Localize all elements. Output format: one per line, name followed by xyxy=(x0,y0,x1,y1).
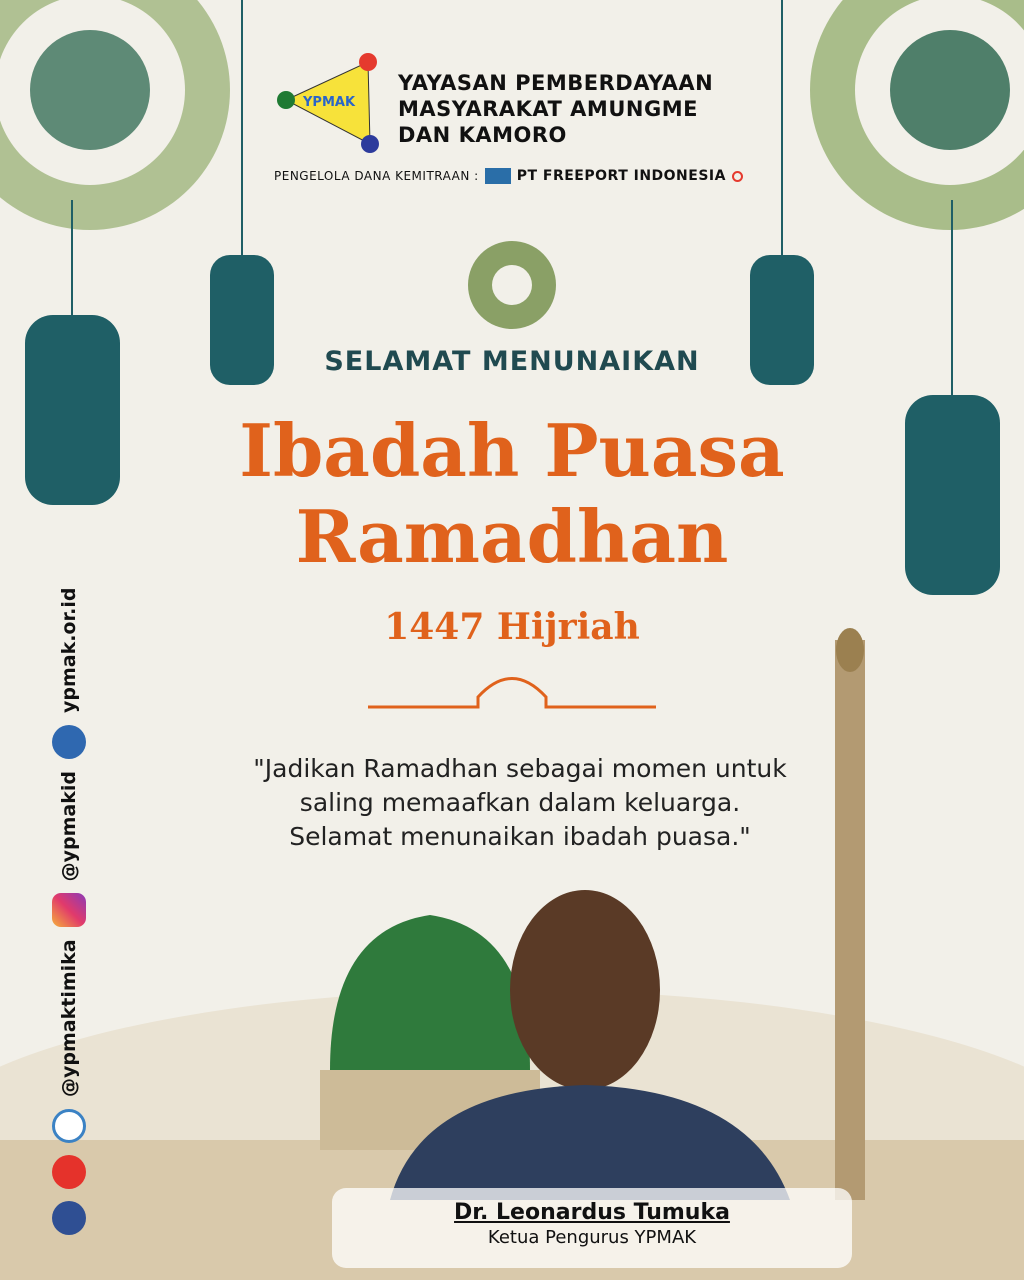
name-card xyxy=(332,1188,852,1268)
globe-www-icon[interactable] xyxy=(52,725,86,759)
partner-name: PT FREEPORT INDONESIA xyxy=(516,168,726,184)
mosque-divider xyxy=(368,679,656,708)
person-name: Dr. Leonardus Tumuka xyxy=(454,1200,730,1225)
hijri-year: 1447 Hijriah xyxy=(384,606,640,648)
quote-line: "Jadikan Ramadhan sebagai momen untuk xyxy=(253,754,787,783)
org-name-line: MASYARAKAT AMUNGME xyxy=(398,97,698,121)
logo-text: YPMAK xyxy=(303,95,356,110)
social-handle-ypmakid[interactable]: @ypmakid xyxy=(58,771,80,882)
quote xyxy=(180,752,860,854)
quote-line: saling memaafkan dalam keluarga. xyxy=(299,788,741,817)
flower-ornament-top-left xyxy=(0,0,230,230)
partner-line xyxy=(274,168,743,184)
center-flower-ornament xyxy=(468,241,556,329)
ypmak-logo xyxy=(268,52,383,157)
organization-name xyxy=(398,70,713,148)
title-line-2: Ramadhan xyxy=(295,494,729,579)
partner-label: PENGELOLA DANA KEMITRAAN : xyxy=(274,169,479,183)
social-handle-ypmaktimika[interactable]: @ypmaktimika xyxy=(58,939,80,1097)
instagram-icon[interactable] xyxy=(52,893,86,927)
freeport-ring-icon xyxy=(732,171,743,182)
freeport-logo-icon xyxy=(485,168,511,184)
pre-title: SELAMAT MENUNAIKAN xyxy=(324,346,700,377)
flower-ornament-top-right xyxy=(810,0,1024,230)
tiktok-icon[interactable] xyxy=(52,1109,86,1143)
facebook-icon[interactable] xyxy=(52,1201,86,1235)
social-media-bar xyxy=(52,588,86,1235)
person-role: Ketua Pengurus YPMAK xyxy=(487,1227,697,1248)
org-name-line: YAYASAN PEMBERDAYAAN xyxy=(398,71,714,95)
website-link[interactable]: ypmak.or.id xyxy=(58,587,80,714)
title-line-1: Ibadah Puasa xyxy=(239,408,785,493)
youtube-icon[interactable] xyxy=(52,1155,86,1189)
quote-line: Selamat menunaikan ibadah puasa." xyxy=(289,822,751,851)
org-name-line: DAN KAMORO xyxy=(398,123,567,147)
